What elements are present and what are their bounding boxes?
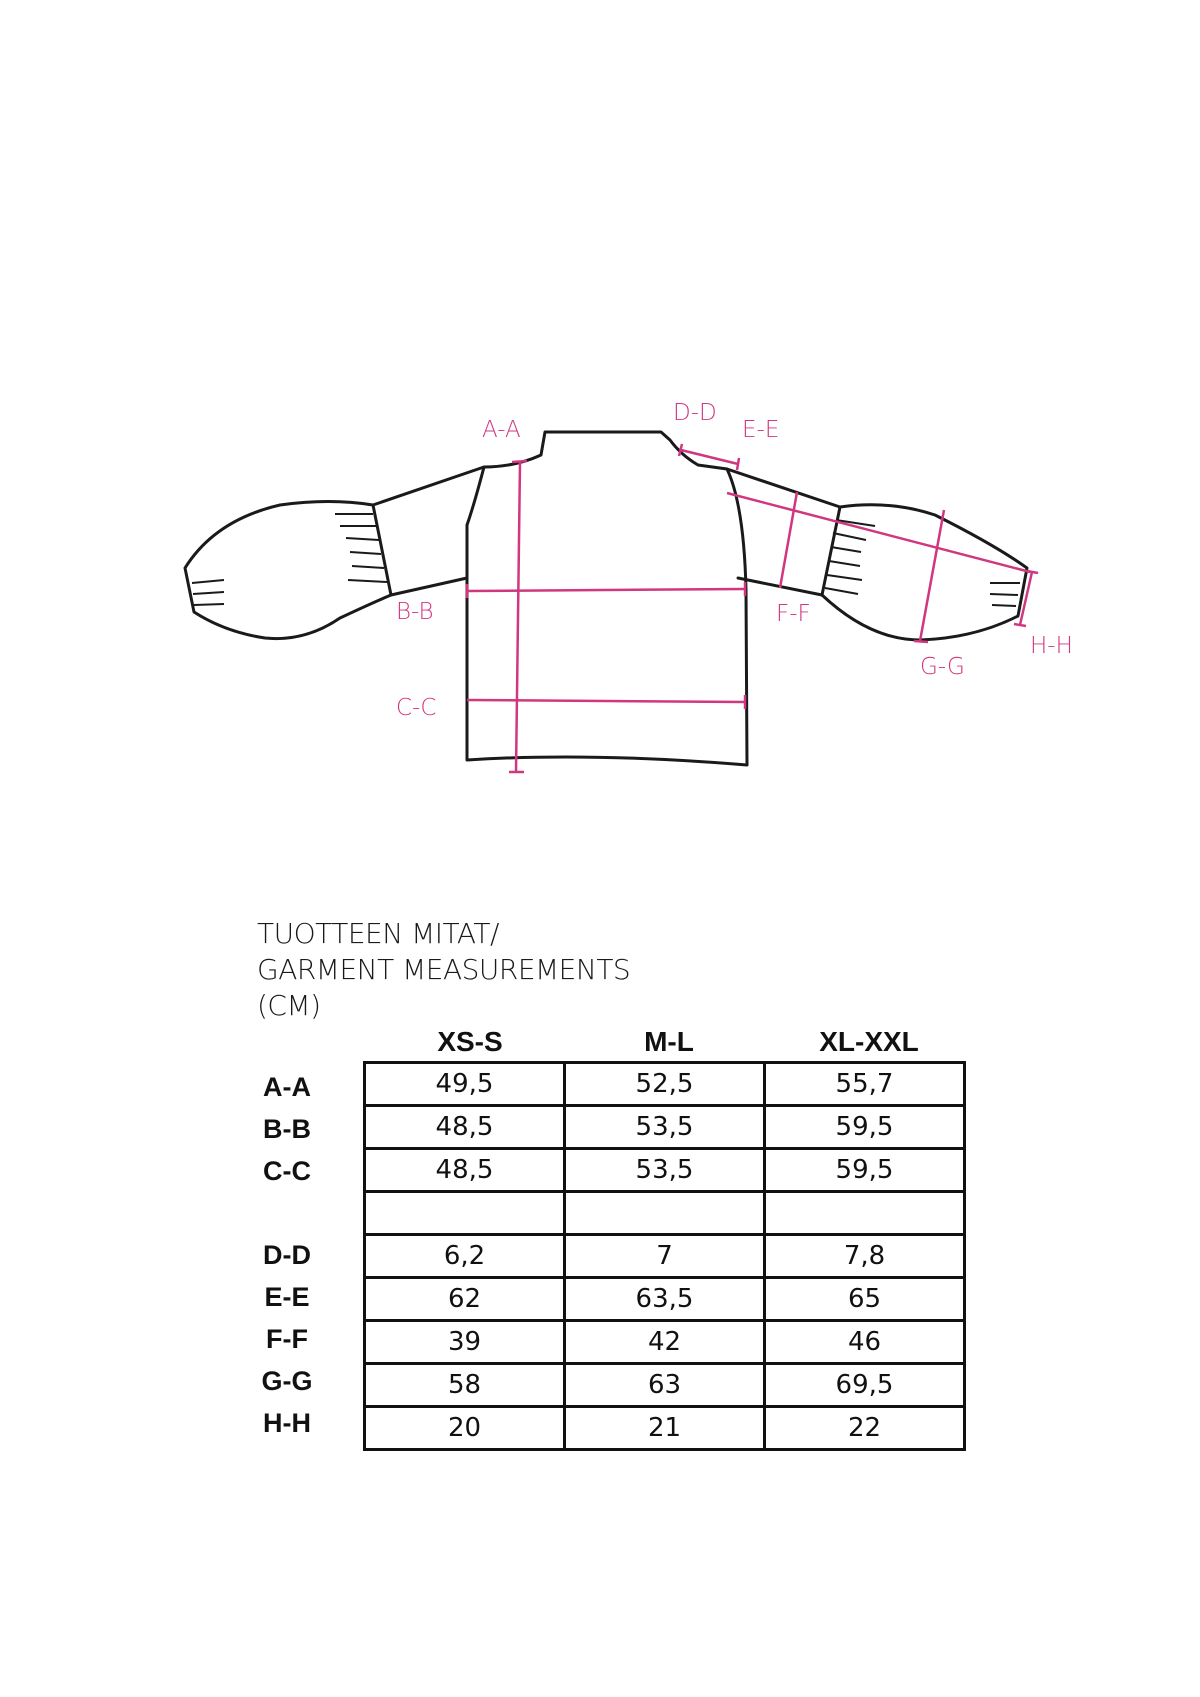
column-header-xl-xxl: XL-XXL	[819, 1026, 919, 1057]
table-cell	[365, 1192, 565, 1235]
measure-gg	[920, 510, 944, 641]
row-label-aa: A-A	[263, 1072, 311, 1102]
table-row-empty	[365, 1192, 965, 1235]
label-cc: C-C	[396, 695, 437, 721]
table-row-dd	[365, 1235, 965, 1278]
label-dd: D-D	[673, 400, 717, 426]
table-cell: 58	[365, 1364, 565, 1407]
measure-aa	[516, 462, 520, 772]
column-header-xs-s: XS-S	[437, 1026, 503, 1057]
table-row-aa	[365, 1063, 965, 1106]
table-cell: 55,7	[765, 1063, 965, 1106]
row-label-ff: F-F	[266, 1324, 308, 1354]
table-cell: 6,2	[365, 1235, 565, 1278]
table-cell: 21	[565, 1407, 765, 1450]
table-cell: 42	[565, 1321, 765, 1364]
table-row-hh	[365, 1407, 965, 1450]
label-gg: G-G	[920, 654, 965, 680]
table-cell: 63,5	[565, 1278, 765, 1321]
table-cell: 63	[565, 1364, 765, 1407]
table-cell: 53,5	[565, 1106, 765, 1149]
row-label-dd: D-D	[263, 1240, 311, 1270]
measurements-title	[257, 916, 630, 1024]
garment-outline	[185, 432, 1027, 765]
table-row-cc	[365, 1149, 965, 1192]
row-label-gg: G-G	[261, 1366, 313, 1396]
measure-bb	[467, 589, 745, 591]
gathering-lines	[192, 514, 1020, 606]
measure-dd	[681, 450, 738, 464]
row-label-ee: E-E	[264, 1282, 310, 1312]
table-cell: 52,5	[565, 1063, 765, 1106]
label-bb: B-B	[396, 599, 434, 625]
table-cell: 69,5	[765, 1364, 965, 1407]
table-cell: 59,5	[765, 1106, 965, 1149]
right-sleeve-upper	[727, 469, 840, 595]
table-row-gg	[365, 1364, 965, 1407]
label-ee: E-E	[742, 417, 780, 443]
table-cell: 48,5	[365, 1149, 565, 1192]
measurements-table	[363, 1061, 966, 1451]
row-label-cc: C-C	[263, 1156, 311, 1186]
title-line-2: GARMENT MEASUREMENTS	[257, 953, 631, 986]
table-cell	[765, 1192, 965, 1235]
table-row-bb	[365, 1106, 965, 1149]
measure-cc	[467, 700, 745, 702]
column-header-m-l: M-L	[644, 1026, 694, 1057]
measurement-labels	[396, 400, 1073, 721]
row-label-bb: B-B	[263, 1114, 311, 1144]
table-cell: 7,8	[765, 1235, 965, 1278]
label-hh: H-H	[1030, 633, 1073, 659]
table-row-ff	[365, 1321, 965, 1364]
label-ff: F-F	[776, 601, 811, 627]
table-cell: 53,5	[565, 1149, 765, 1192]
measurement-lines	[467, 444, 1038, 772]
table-cell: 46	[765, 1321, 965, 1364]
row-label-hh: H-H	[263, 1408, 311, 1438]
table-cell: 65	[765, 1278, 965, 1321]
table-row-ee	[365, 1278, 965, 1321]
table-cell: 48,5	[365, 1106, 565, 1149]
table-cell: 20	[365, 1407, 565, 1450]
table-cell	[565, 1192, 765, 1235]
table-cell: 49,5	[365, 1063, 565, 1106]
title-line-1: TUOTTEEN MITAT/	[257, 917, 499, 950]
left-puff-sleeve	[185, 502, 391, 639]
table-cell: 39	[365, 1321, 565, 1364]
table-cell: 7	[565, 1235, 765, 1278]
body-outline	[467, 432, 747, 765]
label-aa: A-A	[482, 417, 521, 443]
table-cell: 59,5	[765, 1149, 965, 1192]
table-cell: 62	[365, 1278, 565, 1321]
table-cell: 22	[765, 1407, 965, 1450]
title-line-3: (CM)	[257, 989, 321, 1022]
